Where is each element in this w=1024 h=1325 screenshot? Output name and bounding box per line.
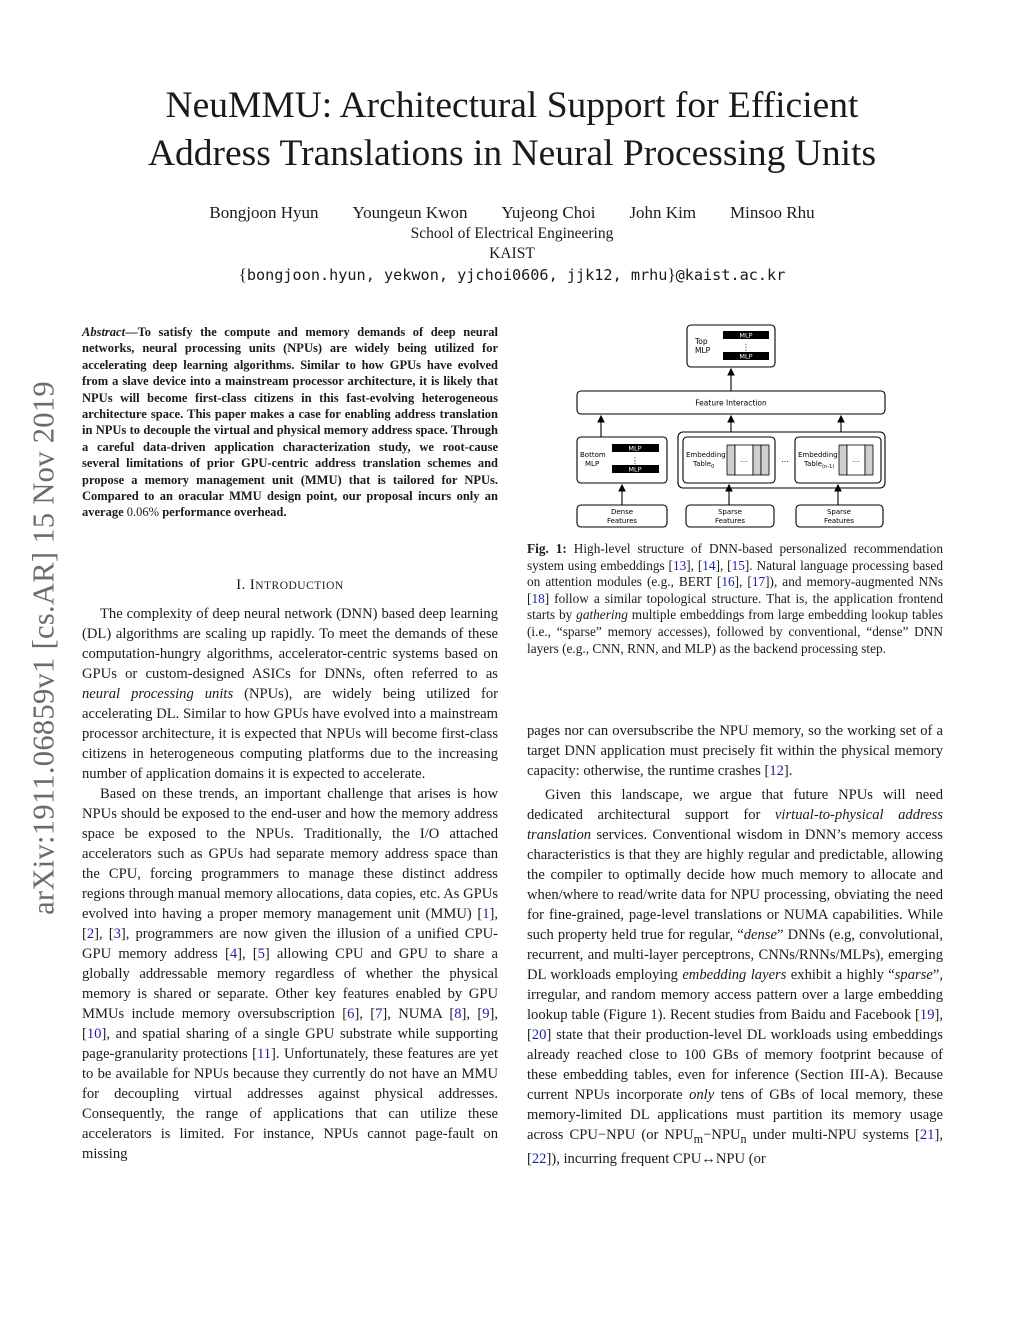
paragraph <box>82 604 498 784</box>
text-run: ], [ <box>237 946 258 962</box>
text-run: ”, irregular, and random memory access pattern over a large embedding lookup table (Figure 1). Recent studies from Baidu and Facebook [ <box>527 967 943 1023</box>
subscript: n <box>740 1131 747 1146</box>
citation-link[interactable]: 4 <box>229 946 238 962</box>
email-names: bongjoon.hyun, yekwon, yjchoi0606, jjk12, mrhu <box>246 266 668 284</box>
paragraph <box>82 784 498 1164</box>
text-run: (NPUs), are widely being utilized for accelerating DL. Similar to how GPUs have evolved into a mainstream processor architecture, it is expected that NPUs will become first-class citizens in heterogeneous computing platforms due to the increasing number of application domains it is expected to accelerate. <box>82 686 498 782</box>
introduction-body <box>82 604 498 1164</box>
table-cell <box>761 445 769 475</box>
author-name: Minsoo Rhu <box>730 203 815 222</box>
citation-link[interactable]: 12 <box>769 763 784 779</box>
text-run: High-level structure of DNN-based personalized recommendation system using embeddings [ <box>527 541 943 573</box>
citation-link[interactable]: 6 <box>347 1006 355 1022</box>
emphasis: neural processing units <box>82 686 234 702</box>
text-run: ], and spatial sharing of a single GPU substrate while supporting page-granularity protections [ <box>82 1026 498 1062</box>
citation-link[interactable]: 18 <box>531 590 545 606</box>
emphasis: dense <box>743 927 777 943</box>
mlp-label: MLP <box>628 465 642 474</box>
right-column-body <box>527 721 943 1169</box>
text-run: ]. <box>783 763 793 779</box>
citation-link[interactable]: 17 <box>751 574 766 590</box>
citation-link[interactable]: 1 <box>482 906 490 922</box>
vdots-icon: ⋮ <box>742 343 750 352</box>
title-line-2: Address Translations in Neural Processing Units <box>147 133 877 174</box>
dense-features-label: Dense Features <box>606 508 638 525</box>
affiliation: School of Electrical Engineering <box>410 225 614 242</box>
citation-link[interactable]: 8 <box>454 1006 462 1022</box>
emphasis: embedding layers <box>682 967 787 983</box>
text-run: ]), and memory-augmented NNs [ <box>527 574 944 606</box>
author-list <box>0 203 1024 223</box>
author-name: Bongjoon Hyun <box>209 203 319 222</box>
abstract-label: Abstract <box>82 325 126 339</box>
citation-link[interactable]: 3 <box>113 926 121 942</box>
text-run: ], [ <box>94 926 114 942</box>
section-title-rest: NTRODUCTION <box>255 580 344 592</box>
citation-link[interactable]: 19 <box>919 1007 935 1023</box>
author-name: Yujeong Choi <box>501 203 596 222</box>
sparse-features-label: Sparse Features <box>823 508 855 525</box>
figure-1-caption <box>527 541 943 657</box>
abstract <box>82 324 498 521</box>
text-run: ], [ <box>527 1127 943 1167</box>
text-run: ], [ <box>461 1006 483 1022</box>
arxiv-identifier-sidebar <box>20 0 68 1325</box>
text-run: ] state that their production-level DL workloads using embeddings already reached close to 100 GBs of memory footprint because of these embedding tables, even for inference (Section III-A). Because current NPUs incorporate <box>527 1027 943 1103</box>
text-run: ], [ <box>354 1006 376 1022</box>
text-run: The complexity of deep neural network (DNN) based deep learning (DL) algorithms are scaling up rapidly. To meet the demands of these computation-hungry algorithms, accelerator-centric systems based on GPUs or custom-designed ASICs for DNNs, often referred to as <box>82 606 498 682</box>
citation-link[interactable]: 10 <box>86 1026 102 1042</box>
author-name: Youngeun Kwon <box>352 203 468 222</box>
table-cell <box>753 445 761 475</box>
text-run: ]), incurring frequent CPU↔NPU (or <box>546 1150 766 1167</box>
citation-link[interactable]: 20 <box>531 1027 547 1043</box>
section-initial: I <box>249 577 256 593</box>
ellipsis: ... <box>781 455 789 464</box>
institution: KAIST <box>489 245 535 262</box>
feature-interaction-label: Feature Interaction <box>695 398 767 408</box>
text-run: ” DNNs (e.g, convolutional, recurrent, and multi-layer perceptrons, CNNs/RNNs/MLPs), emerging DL workloads employing <box>527 927 943 983</box>
text-run: ], NUMA [ <box>382 1006 455 1022</box>
text-run: pages nor can oversubscribe the NPU memory, so the working set of a target DNN application must precisely fit within the physical memory capacity: otherwise, the runtime crashes [ <box>527 723 943 779</box>
citation-link[interactable]: 2 <box>86 926 95 942</box>
text-run: ], [ <box>82 906 498 942</box>
caption-label: Fig. 1: <box>527 541 567 556</box>
text-run: ]. Natural language processing based on attention modules (e.g., BERT [ <box>527 557 943 590</box>
text-run: ], [ <box>527 1007 943 1043</box>
citation-link[interactable]: 15 <box>731 557 745 573</box>
mlp-label: MLP <box>628 444 642 453</box>
citation-link[interactable]: 21 <box>919 1127 935 1143</box>
text-run: ], [ <box>734 574 752 590</box>
email-brace-open: { <box>238 265 247 284</box>
emphasis: gathering <box>576 607 628 623</box>
mlp-label: MLP <box>739 331 753 340</box>
citation-link[interactable]: 5 <box>257 946 265 962</box>
ellipsis: ... <box>852 456 860 464</box>
text-run: ], [ <box>82 1006 498 1042</box>
emphasis: sparse <box>894 967 933 983</box>
text-run: ]. Unfortunately, these features are yet to be available for NPUs because they currently do not have an MMU for decoupling virtual addresses against physical addresses. Consequently, the range of applications that can utilize these accelerators is limited. For instance, NPUs cannot page-fault on missing <box>82 1046 499 1162</box>
abstract-text: To satisfy the compute and memory demands of deep neural networks, neural processing units (NPUs) are widely being utilized for accelerating deep learning algorithms. Similar to how GPUs have evolved from a slave device into a mainstream processor architecture, it is likely that NPUs will become first-class citizens in this fast-evolving heterogeneous architecture space. This paper makes a case for enabling address translation in NPUs to decouple the virtual and physical memory address space. Through a careful data-driven application characterization study, we root-cause several limitations of prior GPU-centric address translation schemes and propose a memory management unit (MMU) that is tailored for NPUs. Compared to an oracular MMU design point, our proposal incurs only an average <box>82 325 498 520</box>
text-run: ] allowing CPU and GPU to share a globally addressable memory regardless of whether the physical memory is shared or separate. Other key features enabled by GPU MMUs include memory oversubscription [ <box>82 946 498 1022</box>
citation-link[interactable]: 11 <box>256 1046 272 1062</box>
table-cell <box>865 445 873 475</box>
arxiv-id-text: arXiv:1911.06859v1 [cs.AR] 15 Nov 2019 <box>26 381 61 915</box>
citation-link[interactable]: 14 <box>702 557 716 573</box>
text-run: Given this landscape, we argue that future NPUs will need dedicated architectural support for <box>527 787 943 823</box>
embedding-table-label: Embedding Table$_{(n-1)}$ <box>798 451 838 470</box>
emphasis: only <box>689 1087 715 1103</box>
text-run: −NPU <box>703 1127 741 1143</box>
abstract-overhead-value: 0.06% <box>126 505 160 520</box>
paragraph <box>527 785 943 1169</box>
ellipsis: ... <box>740 456 748 464</box>
mlp-label: MLP <box>739 352 753 361</box>
email-brace-close: } <box>667 265 676 284</box>
text-run: exhibit a highly “ <box>786 967 895 983</box>
table-cell <box>727 445 735 475</box>
text-run: Based on these trends, an important challenge that arises is how NPUs should be exposed to the end-user and how the memory address space be exposed to the NPUs. Traditionally, the I/O attached accelerators such as GPUs had separate memory address space than the CPU, forcing programmers to manage these distinct address regions through manual memory allocations, data copies, etc. As GPUs evolved into having a proper memory management unit (MMU) [ <box>82 786 498 922</box>
citation-link[interactable]: 7 <box>375 1006 383 1022</box>
emphasis: virtual-to-physical address translation <box>527 807 943 843</box>
text-run: tens of GBs of local memory, these memory-limited DL applications must partition its memory usage across CPU−NPU (or NPU <box>527 1087 943 1143</box>
text-run: multiple embeddings from large embedding lookup tables (i.e., “sparse” memory accesses), followed by conventional, “dense” DNN layers (e.g., CNN, RNN, and MLP) as the backend processing step. <box>527 607 943 656</box>
subscript: m <box>693 1131 704 1146</box>
text-run: ], programmers are now given the illusion of a unified CPU-GPU memory address [ <box>82 926 498 962</box>
sparse-features-label: Sparse Features <box>714 508 746 525</box>
title-line-1: NeuMMU: Architectural Support for Efficient <box>165 85 859 126</box>
text-run: under multi-NPU systems [ <box>746 1127 920 1143</box>
embedding-table-label: Embedding Table$_0$ <box>686 451 726 470</box>
citation-link[interactable]: 13 <box>672 557 687 573</box>
text-run: services. Conventional wisdom in DNN’s memory access characteristics is that they are highly regular and predictable, allowing the compiler to optimally decide how much memory to allocate and when/where to read/write data for NPU processing, obviating the need for fine-grained, page-level translations or NUMA capabilities. While such property held true for regular, “ <box>527 827 943 943</box>
paragraph <box>527 721 943 781</box>
author-name: John Kim <box>629 203 697 222</box>
abstract-dash: — <box>125 325 138 339</box>
author-emails <box>0 265 1024 285</box>
top-mlp-label: Top MLP <box>695 337 711 355</box>
email-domain: @kaist.ac.kr <box>675 266 786 284</box>
citation-link[interactable]: 22 <box>531 1150 547 1167</box>
abstract-text-end: performance overhead. <box>159 505 287 520</box>
text-run: ], [ <box>686 557 703 573</box>
bottom-mlp-label: Bottom MLP <box>580 451 606 468</box>
text-run: ] follow a similar topological structure. That is, the application frontend starts by <box>527 590 943 623</box>
citation-link[interactable]: 16 <box>721 574 735 590</box>
table-cell <box>839 445 847 475</box>
text-run: ], [ <box>715 557 732 573</box>
citation-link[interactable]: 9 <box>482 1006 490 1022</box>
vdots-icon: ⋮ <box>631 456 639 465</box>
section-number: I. <box>236 577 246 593</box>
figure-1-diagram <box>575 323 887 529</box>
section-heading-introduction <box>82 577 498 594</box>
paper-title <box>0 82 1024 178</box>
